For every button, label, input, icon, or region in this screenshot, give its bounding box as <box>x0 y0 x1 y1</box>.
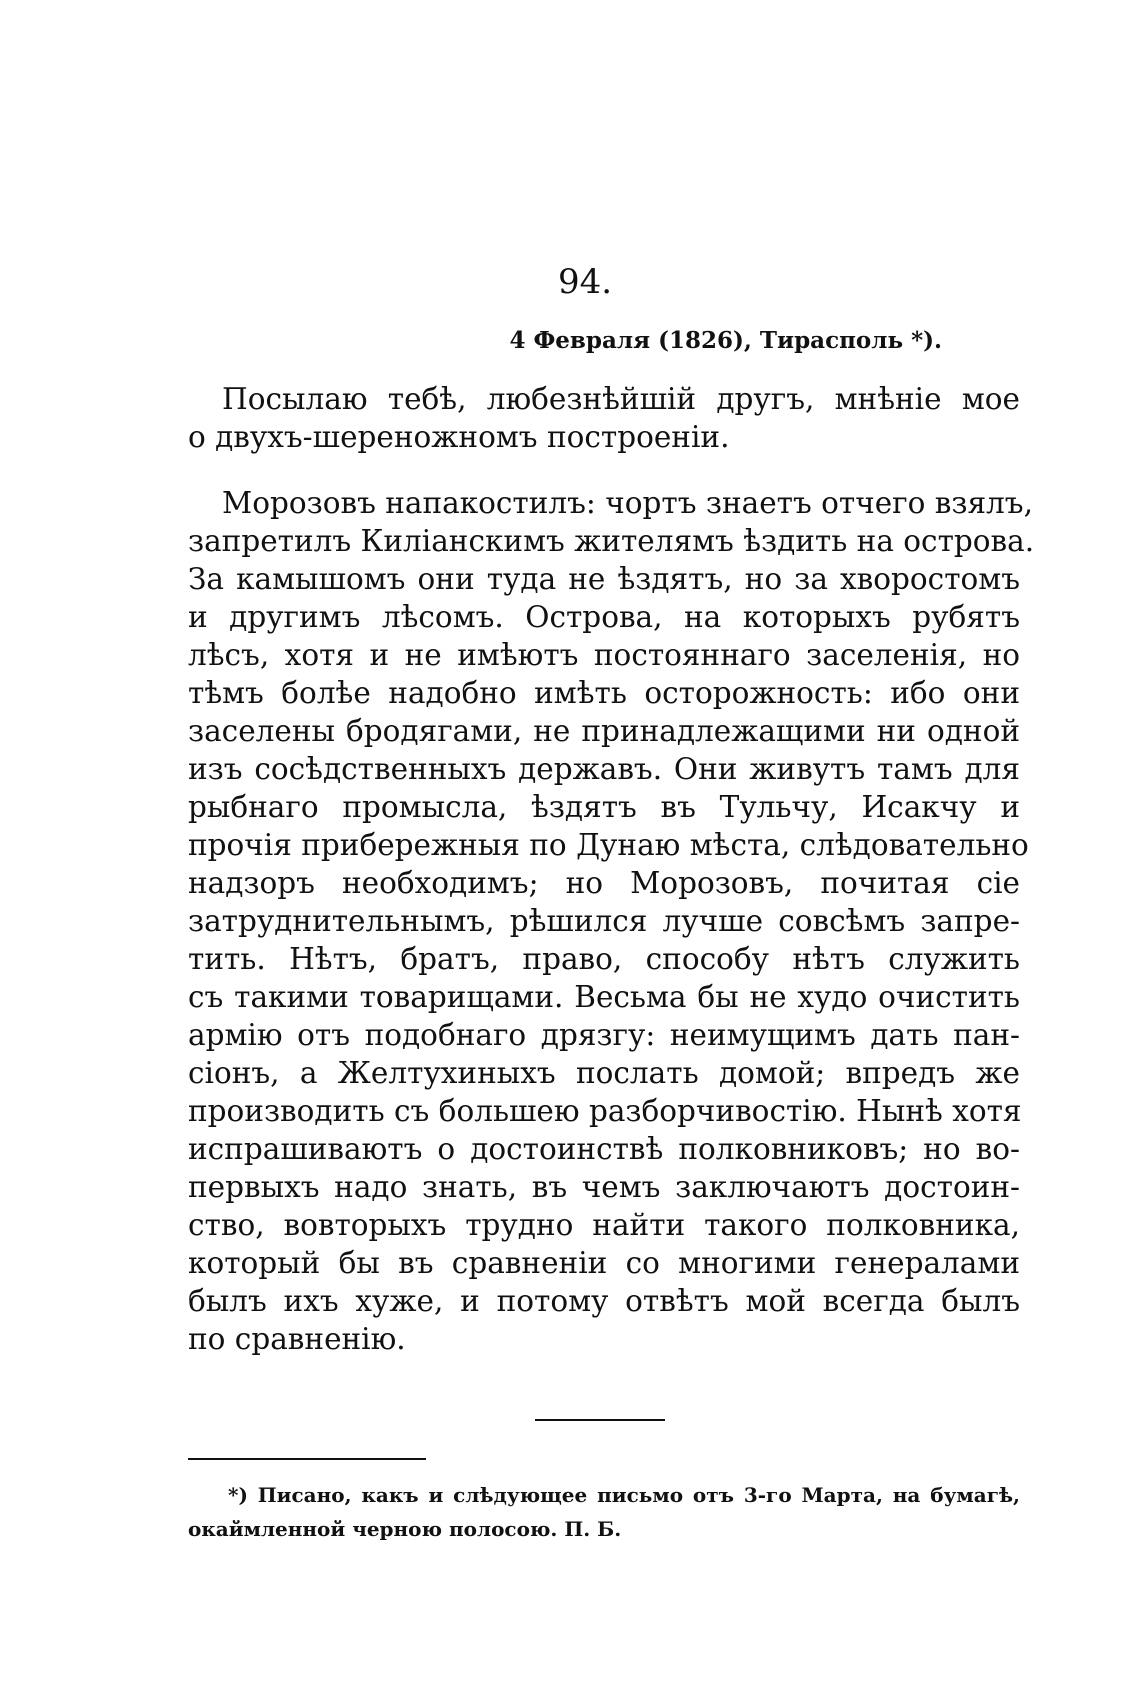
text-line: испрашиваютъ о достоинствѣ полковниковъ; но во- <box>188 1132 1020 1166</box>
text-line: сіонъ, а Желтухиныхъ послать домой; впредъ же <box>188 1056 1020 1090</box>
text-line: За камышомъ они туда не ѣздятъ, но за хворостомъ <box>188 562 1020 596</box>
text-line: тить. Нѣтъ, братъ, право, способу нѣтъ служить <box>188 942 1020 976</box>
text-line: и другимъ лѣсомъ. Острова, на которыхъ рубятъ <box>188 600 1020 634</box>
text-line: лѣсъ, хотя и не имѣютъ постояннаго заселенія, но <box>188 638 1020 672</box>
page-number: 94. <box>557 262 613 302</box>
text-line: Посылаю тебѣ, любезнѣйшій другъ, мнѣніе мое <box>222 382 1020 416</box>
text-line: рыбнаго промысла, ѣздятъ въ Тульчу, Исакчу и <box>188 790 1020 824</box>
text-line: запретилъ Киліанскимъ жителямъ ѣздить на острова. <box>188 524 1035 558</box>
footnote-line: окаймленной черною полосою. П. Б. <box>188 1517 622 1541</box>
text-line: съ такими товарищами. Весьма бы не худо очистить <box>188 980 1020 1014</box>
text-line: армію отъ подобнаго дрязгу: неимущимъ дать пан- <box>188 1018 1020 1052</box>
text-line: изъ сосѣдственныхъ державъ. Они живутъ тамъ для <box>188 752 1020 786</box>
text-line: прочія прибережныя по Дунаю мѣста, слѣдовательно <box>188 828 1029 862</box>
text-line: производить съ большею разборчивостію. Нынѣ хотя <box>188 1094 1022 1128</box>
text-line: тѣмъ болѣе надобно имѣть осторожность: ибо они <box>188 676 1020 710</box>
paragraph-2 <box>188 484 1035 1358</box>
text-line: былъ ихъ хуже, и потому отвѣтъ мой всегда былъ <box>188 1284 1020 1318</box>
text-line: по сравненію. <box>188 1322 406 1356</box>
text-line: заселены бродягами, не принадлежащими ни одной <box>188 714 1020 748</box>
letter-dateline: 4 Февраля (1826), Тирасполь *). <box>509 327 942 354</box>
text-line: ство, вовторыхъ трудно найти такого полковника, <box>188 1208 1020 1242</box>
text-line: Морозовъ напакостилъ: чортъ знаетъ отчего взялъ, <box>222 486 1033 520</box>
text-line: затруднительнымъ, рѣшился лучше совсѣмъ запре- <box>188 904 1020 938</box>
footnote-rule <box>188 1458 426 1460</box>
section-separator <box>535 1419 665 1421</box>
text-line: надзоръ необходимъ; но Морозовъ, почитая сіе <box>188 866 1020 900</box>
text-line: который бы въ сравненіи со многими генералами <box>188 1246 1020 1280</box>
footnote <box>188 1478 1020 1546</box>
text-line: первыхъ надо знать, въ чемъ заключаютъ достоин- <box>188 1170 1020 1204</box>
text-line: о двухъ-шереножномъ построеніи. <box>188 420 730 454</box>
paragraph-1 <box>188 380 1020 456</box>
footnote-line: *) Писано, какъ и слѣдующее письмо отъ 3-го Марта, на бумагѣ, <box>228 1483 1020 1507</box>
